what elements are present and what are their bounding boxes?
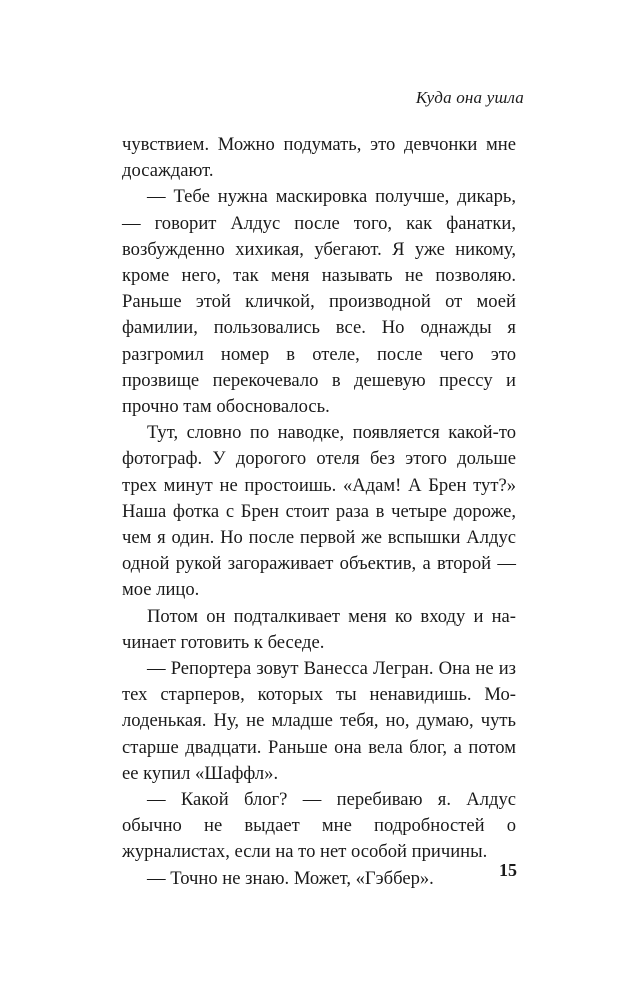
body-text [122,132,516,892]
paragraph: — Какой блог? — перебиваю я. Алдус обычно не выдает мне подробностей о журналистах, если на то нет особой причины. [122,789,516,863]
paragraph: — Репортера зовут Ванесса Легран. Она не из тех старперов, которых ты ненавидишь. Молоденькая. Ну, не младше тебя, но, думаю, чуть старше двадцати. Раньше она вела блог, а потом ее купил «Шаффл». [122,658,516,784]
paragraph: чувствием. Можно подумать, это девчонки мне досаждают. [122,134,516,182]
paragraph: Потом он подталкивает меня ко входу и начинает готовить к беседе. [122,605,516,653]
paragraph: — Тебе нужна маскировка получше, дикарь, — говорит Алдус после того, как фанатки, возбужденно хихикая, убегают. Я уже никому, кроме него, так меня называть не позволяю. Раньше этой кличкой, производной от моей фамилии, пользовались все. Но однажды я разгромил номер в отеле, после чего это прозвище перекочевало в дешевую прессу и прочно там обосновалось. [122,186,516,418]
running-header: Куда она ушла [415,88,524,107]
page-number: 15 [499,860,517,880]
paragraph: Тут, словно по наводке, появляется какой-то фотограф. У дорогого отеля без этого дольше трех минут не простоишь. «Адам! А Брен тут?» Наша фотка с Брен стоит раза в четыре дороже, чем я один. Но после первой же вспышки Алдус одной рукой загораживает объектив, а второй — мое лицо. [122,422,516,601]
paragraph: — Точно не знаю. Может, «Гэббер». [147,867,434,889]
